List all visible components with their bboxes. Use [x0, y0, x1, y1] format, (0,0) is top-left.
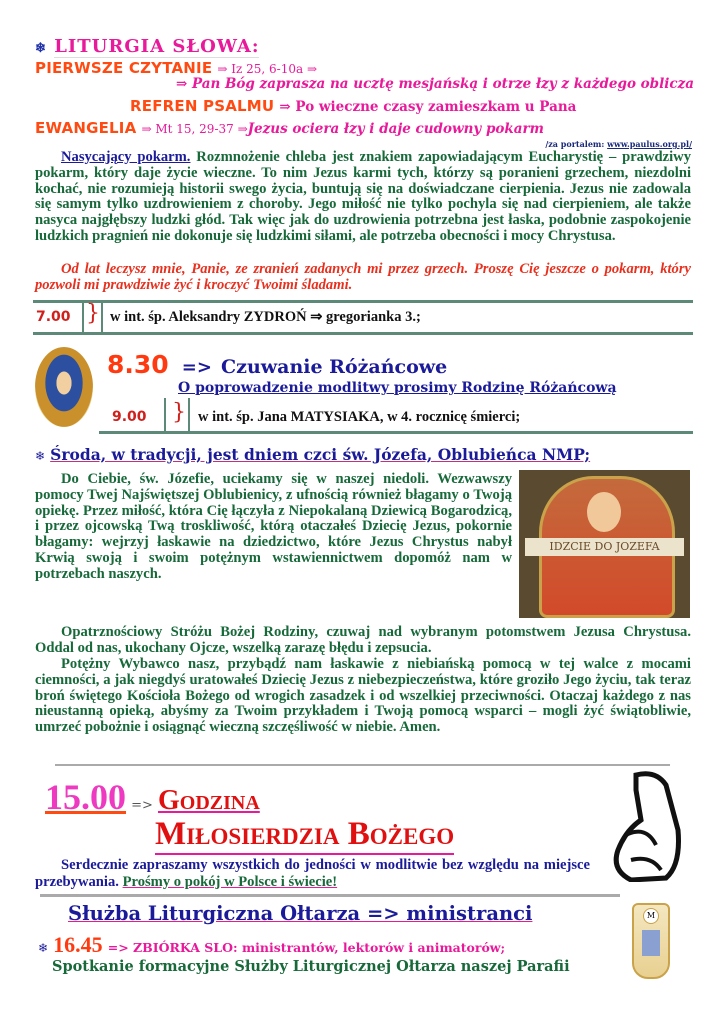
joseph-prayer-3: Potężny Wybawco nasz, przybądź nam łaskawie z niebiańską pomocą w tej walce z mocami ciemności, a jak niegdyś uratowałeś Dziecię Jezus z niebezpieczeństwa, które groziło Jego życiu, tak teraz broń świętego Kościoła Bożego od wrogich zasadzek i od wszelkiej przeciwności. Otaczaj każdego z nas nieustanną opieką, abyśmy za Twoim przykładem i Twoją pomocą wsparci – mogli żyć świątobliwie, umrzeć pobożnie i osiągnąć wieczną szczęśliwość w niebie. Amen. — [35, 656, 691, 736]
joseph-prayer-1: Do Ciebie, św. Józefie, uciekamy się w naszej niedoli. Wezwawszy pomocy Twej Najświętszej Oblubienicy, z ufnością również błagamy o Twoją opiekę. Przez miłość, która Cię łączyła z Niepokalaną Dziewicą Bogarodzicą, i przez ojcowską Twą troskliwość, którą otaczałeś Dziecię Jezus, pokornie błagamy: wejrzyj łaskawie na dziedzictwo, które Jezus Chrystus nabył Krwią swoją i swoim potężnym wstawiennictwem dopomóż nam w potrzebach naszych. — [35, 471, 512, 582]
snowflake-bullet-icon: ❄ — [35, 449, 46, 463]
divider — [55, 764, 670, 766]
divider — [33, 332, 693, 335]
rosary-heading: 8.30 => Czuwanie Różańcowe — [107, 350, 448, 379]
brace: } — [172, 400, 186, 425]
first-reading: PIERWSZE CZYTANIE ⇒ Iz 25, 6-10a ⇒ — [35, 59, 318, 77]
rosary-subtitle: O poprowadzenie modlitwy prosimy Rodzinę Różańcową — [178, 380, 617, 396]
divider — [40, 894, 620, 897]
reflection: Nasycający pokarm. Rozmnożenie chleba jest znakiem zapowiadającym Eucharystię – prawdziwy pokarm, który daje życie wieczne. To nim Jezus karmi tych, którzy są poranieni grzechem, niezdolni kochać, nie rozumieją historii swego życia, buntują się na doświadczane cierpienia. Jezus nie zadowala się samym tylko uzdrowieniem z choroby. Jego miłość nie tylko pochyla się nad cierpieniem, ale także nasyca najgłębszy ludzki głód. Tak więc jak do uzdrowienia potrzebna jest łaska, podobnie zaspokojenie ludzkich pragnień nie dokonuje się ludzkimi siłami, ale potrzeba obecności i mocy Chrystusa. — [35, 149, 691, 244]
source-note: /za portalem: www.paulus.org.pl/ — [545, 139, 692, 149]
divider — [188, 398, 190, 432]
mercy-figure-image — [606, 770, 686, 882]
mass-time: 7.00 — [36, 309, 71, 325]
divider — [99, 431, 693, 434]
divider — [164, 398, 166, 432]
mercy-invite: Serdecznie zapraszamy wszystkich do jedności w modlitwie bez względu na miejsce przebywania. Prośmy o pokój w Polsce i świecie! — [35, 857, 590, 890]
liturgy-title: ❄ LITURGIA SŁOWA: — [35, 36, 260, 57]
servers-heading: Służba Liturgiczna Ołtarza => ministranci — [68, 902, 533, 925]
servers-meeting: ❄ 16.45 => ZBIÓRKA SLO: ministrantów, lektorów i animatorów; — [38, 932, 506, 957]
divider — [82, 302, 84, 332]
snowflake-bullet-icon: ❄ — [38, 941, 49, 955]
mass-intention: w int. śp. Aleksandry ZYDROŃ ⇒ gregorianka 3.; — [110, 309, 421, 325]
joseph-image — [519, 470, 690, 618]
image-caption-banner: IDZCIE DO JOZEFA — [525, 538, 684, 556]
mercy-heading-1: 15.00 => Godzina — [45, 777, 260, 817]
gospel: EWANGELIA ⇒ Mt 15, 29-37 ⇒Jezus ociera łzy i daje cudowny pokarm — [35, 119, 544, 137]
madonna-icon-image — [35, 347, 93, 427]
psalm-refrain: REFREN PSALMU ⇒ Po wieczne czasy zamieszkam u Pana — [130, 97, 577, 115]
altar-servers-emblem-icon: M — [632, 903, 670, 979]
servers-formation: Spotkanie formacyjne Służby Liturgicznej Ołtarza naszej Parafii — [52, 958, 570, 975]
divider — [101, 302, 103, 332]
mass-time: 9.00 — [112, 409, 147, 425]
joseph-heading: ❄ Środa, w tradycji, jest dniem czci św. Józefa, Oblubieńca NMP; — [35, 445, 591, 464]
divider — [33, 300, 693, 303]
first-reading-theme: ⇒ Pan Bóg zaprasza na ucztę mesjańską i otrze łzy z każdego oblicza — [175, 76, 694, 92]
source-link[interactable]: www.paulus.org.pl/ — [607, 139, 692, 149]
mercy-heading-2: Miłosierdzia Bożego — [155, 815, 454, 855]
prayer: Od lat leczysz mnie, Panie, ze zranień zadanych mi przez grzech. Proszę Cię jeszcze o pokarm, który pozwoli mi prawdziwie żyć i kroczyć Twoimi śladami. — [35, 261, 691, 293]
joseph-prayer-2: Opatrznościowy Stróżu Bożej Rodziny, czuwaj nad wybranym potomstwem Jezusa Chrystusa. Oddal od nas, ukochany Ojcze, wszelką zarazę błędu i zepsucia. — [35, 624, 691, 656]
mass-intention: w int. śp. Jana MATYSIAKA, w 4. rocznicę śmierci; — [198, 409, 521, 425]
brace: } — [86, 301, 100, 326]
snowflake-bullet-icon: ❄ — [35, 41, 47, 56]
reflection-title: Nasycający pokarm. — [61, 149, 191, 165]
